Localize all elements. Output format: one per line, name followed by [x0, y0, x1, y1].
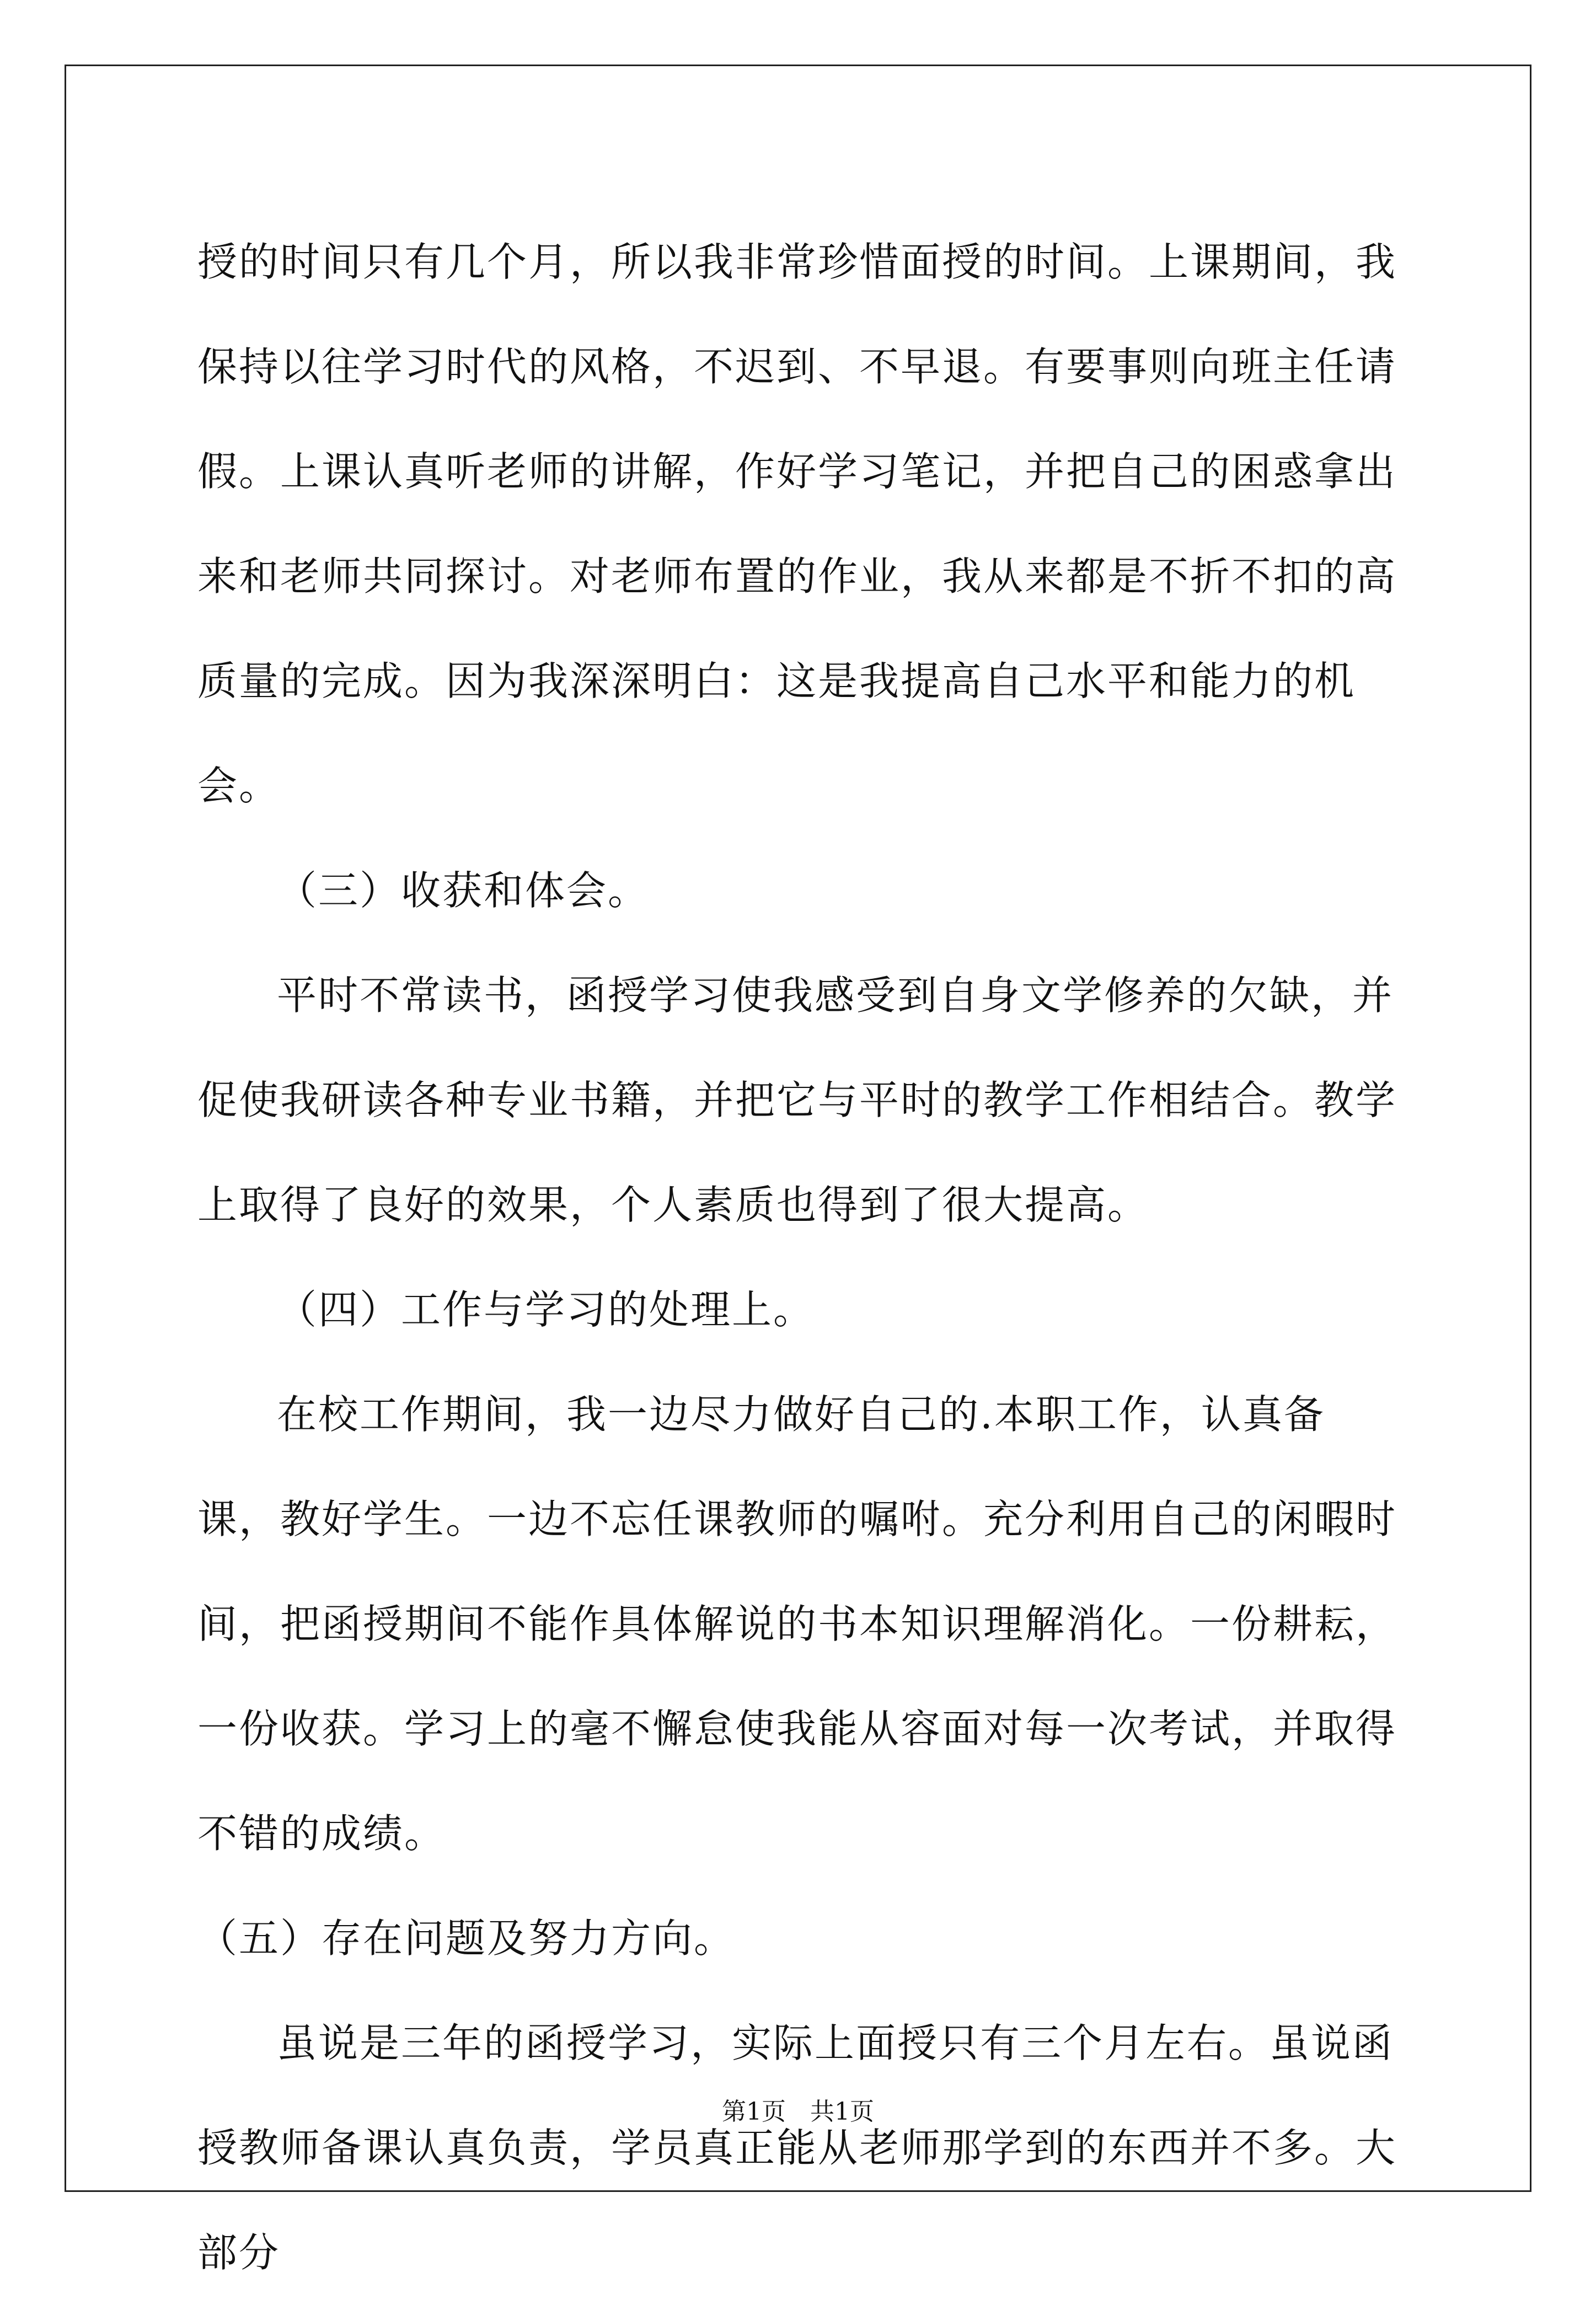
paragraph-2: 平时不常读书，函授学习使我感受到自身文学修养的欠缺，并促使我研读各种专业书籍，并把它与平时的教学工作相结合。教学上取得了良好的效果，个人素质也得到了很大提高。	[197, 972, 1397, 1228]
heading-section-3: （三）收获和体会。	[277, 867, 650, 914]
heading-section-4: （四）工作与学习的处理上。	[277, 1286, 815, 1333]
page-footer: 第1页 共1页	[722, 2098, 874, 2126]
paragraph-1: 授的时间只有几个月，所以我非常珍惜面授的时间。上课期间，我保持以往学习时代的风格，不迟到、不早退。有要事则向班主任请假。上课认真听老师的讲解，作好学习笔记，并把自己的困惑拿出来和老师共同探讨。对老师布置的作业，我从来都是不折不扣的高质量的完成。因为我深深明白：这是我提高自己水平和能力的机会。	[197, 239, 1397, 809]
document-body	[197, 210, 1405, 2305]
paragraph-3: 在校工作期间，我一边尽力做好自己的.本职工作，认真备课，教好学生。一边不忘任课教师的嘱咐。充分利用自己的闲暇时间，把函授期间不能作具体解说的书本知识理解消化。一份耕耘，一份收获。学习上的毫不懈怠使我能从容面对每一次考试，并取得不错的成绩。	[197, 1391, 1397, 1857]
heading-section-5: （五）存在问题及努力方向。	[197, 1915, 736, 1961]
paragraph-4: 虽说是三年的函授学习，实际上面授只有三个月左右。虽说函授教师备课认真负责，学员真正能从老师那学到的东西并不多。大部分	[197, 2020, 1397, 2276]
